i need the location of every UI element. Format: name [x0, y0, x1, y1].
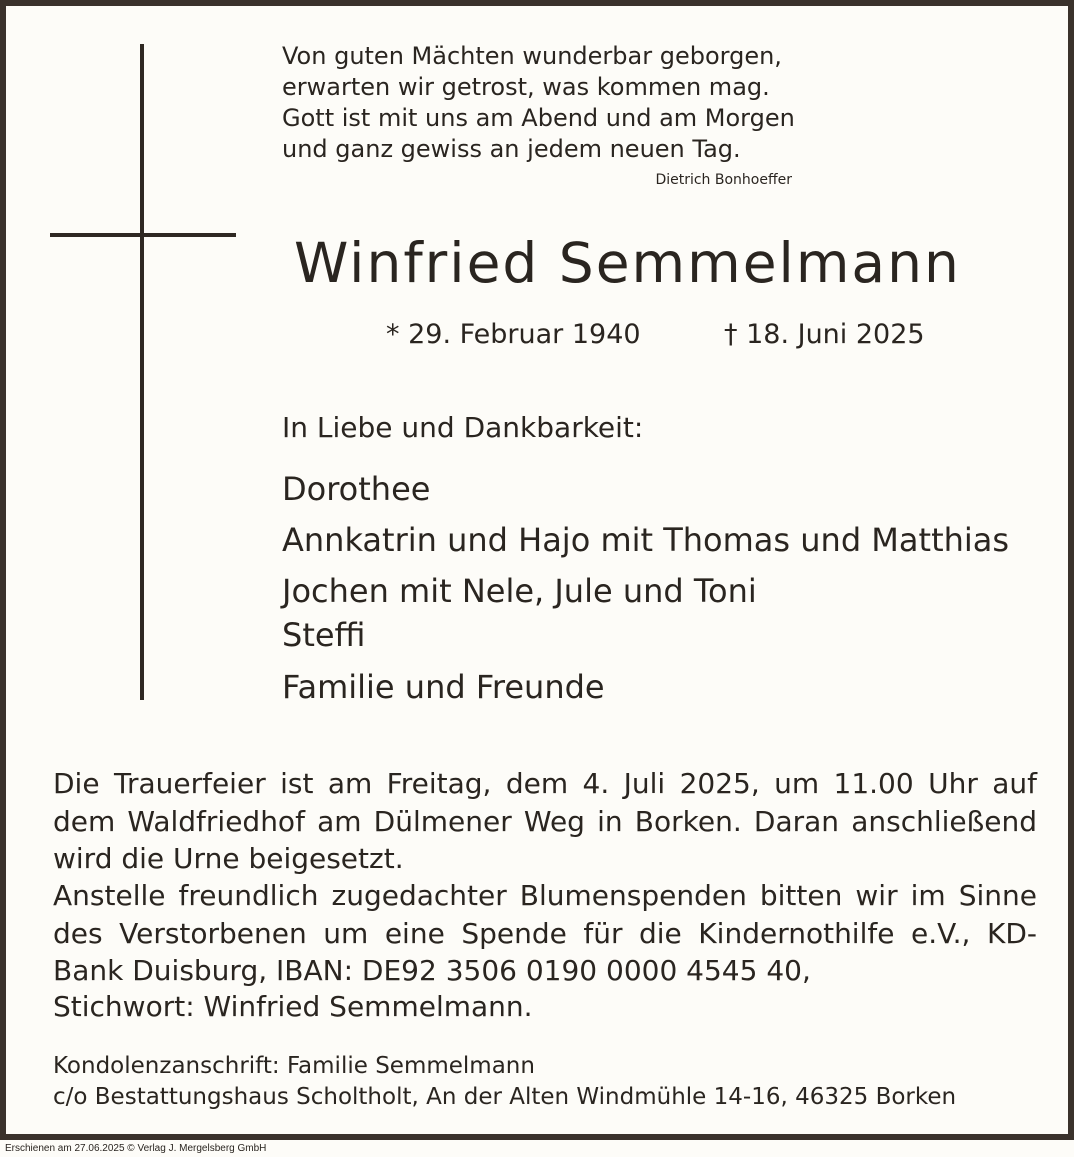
donation-keyword: Stichwort: Winfried Semmelmann. — [53, 990, 533, 1023]
cross-vertical-icon — [140, 44, 144, 700]
mourner-name: Familie und Freunde — [282, 668, 605, 706]
condolence-address: Kondolenzanschrift: Familie Semmelmann — [53, 1053, 535, 1079]
mourner-name: Dorothee — [282, 470, 431, 508]
cross-horizontal-icon — [50, 233, 236, 237]
donation-text: Anstelle freundlich zugedachter Blumenspenden bitten wir im Sinne des Verstorbenen um eine Spende für die Kindernothilfe e.V., KD-Bank Duisburg, IBAN: DE92 3506 0190 0000 4545 40, — [53, 879, 1037, 987]
poem-line: erwarten wir getrost, was kommen mag. — [282, 73, 770, 101]
poem-line: Gott ist mit uns am Abend und am Morgen — [282, 104, 795, 132]
poem-line: Von guten Mächten wunderbar geborgen, — [282, 42, 782, 70]
poem — [282, 41, 795, 165]
poem-line: und ganz gewiss an jedem neuen Tag. — [282, 135, 741, 163]
poem-author: Dietrich Bonhoeffer — [655, 172, 792, 188]
deceased-name: Winfried Semmelmann — [294, 231, 961, 295]
condolence-address-detail: c/o Bestattungshaus Scholtholt, An der Alten Windmühle 14-16, 46325 Borken — [53, 1084, 957, 1110]
mourners-intro: In Liebe und Dankbarkeit: — [282, 411, 644, 444]
mourner-name: Annkatrin und Hajo mit Thomas und Matthias — [282, 521, 1010, 559]
mourner-name: Jochen mit Nele, Jule und Toni — [282, 572, 757, 610]
death-date: † 18. Juni 2025 — [724, 319, 925, 350]
publication-footer: Erschienen am 27.06.2025 © Verlag J. Mergelsberg GmbH — [0, 1140, 1074, 1157]
ceremony-text: Die Trauerfeier ist am Freitag, dem 4. Juli 2025, um 11.00 Uhr auf dem Waldfriedhof am Dülmener Weg in Borken. Daran anschließend wird die Urne beigesetzt. — [53, 767, 1037, 875]
birth-date: * 29. Februar 1940 — [386, 319, 641, 350]
mourner-name: Steffi — [282, 616, 366, 654]
